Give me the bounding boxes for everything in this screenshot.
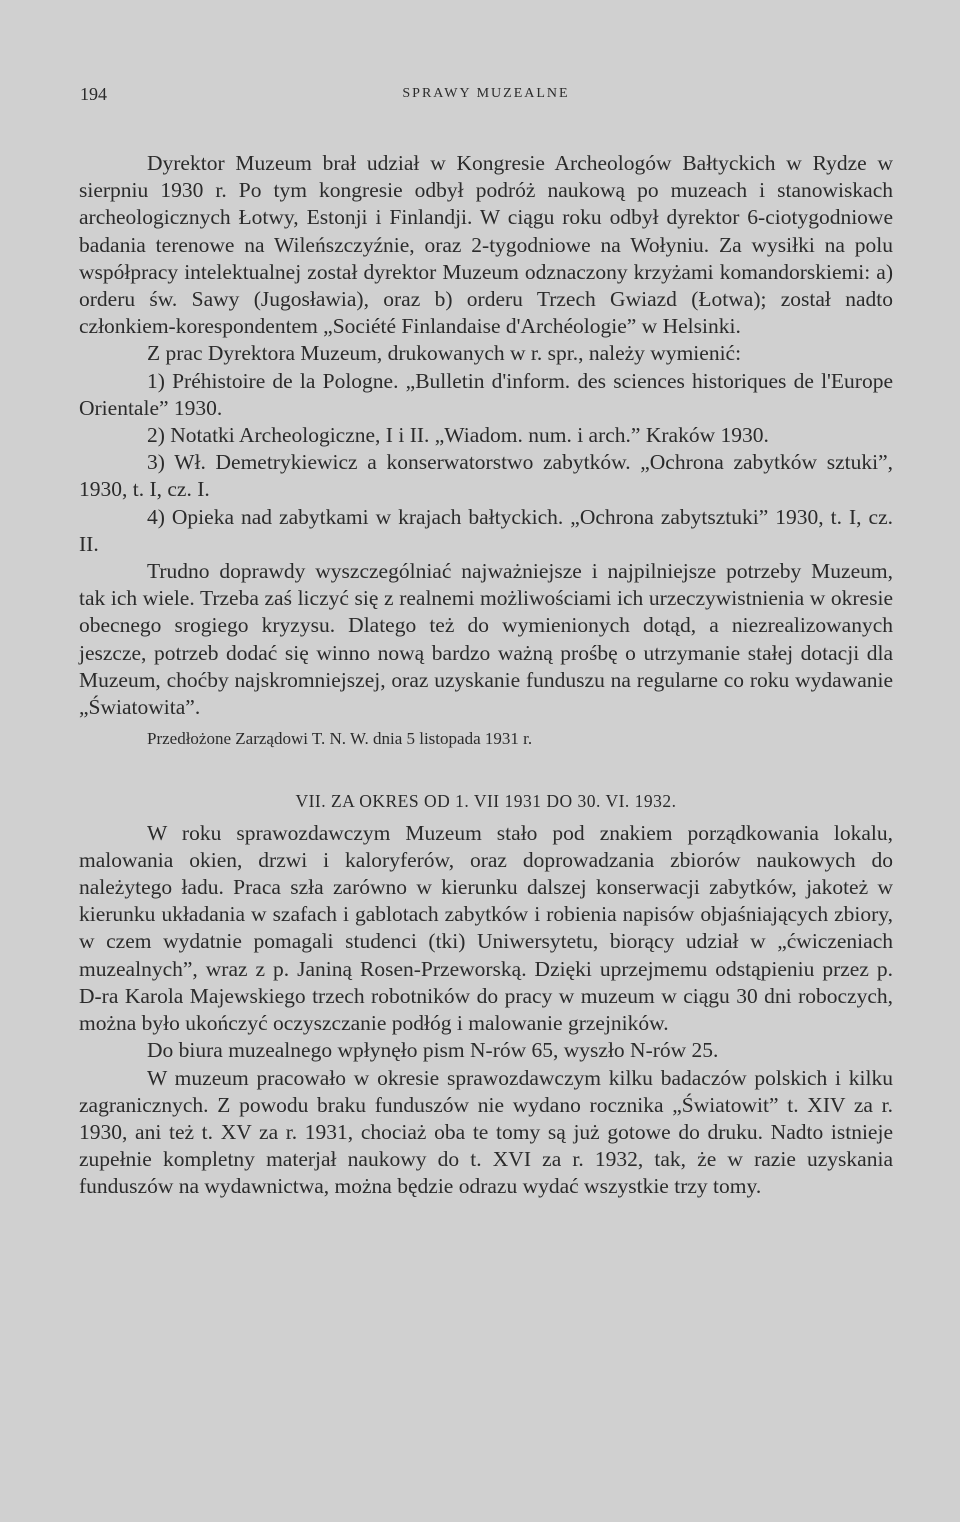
list-item: 3) Wł. Demetrykiewicz a konserwatorstwo zabytków. „Ochrona zabytków sztuki”, 1930, t. I, cz. I. [79,450,893,502]
page-header [80,84,892,110]
paragraph: W muzeum pracowało w okresie sprawozdawczym kilku badaczów polskich i kilku zagranicznych. Z powodu braku funduszów nie wydano rocznika „Światowit” t. XIV za r. 1930, ani też t. XV za r. 1931, chociaż oba te tomy są już gotowe do druku. Nadto istnieje zupełnie kompletny materjał naukowy do t. XVI za r. 1932, tak, że w razie uzyskania funduszów na wydawnictwa, można będzie odrazu wydać wszystkie trzy tomy. [79,1065,893,1199]
section-title: VII. ZA OKRES OD 1. VII 1931 DO 30. VI. 1932. [295,791,677,812]
list-item: 2) Notatki Archeologiczne, I i II. „Wiadom. num. i arch.” Kraków 1930. [147,423,769,448]
paragraph: W roku sprawozdawczym Muzeum stało pod znakiem porządkowania lokalu, malowania okien, drzwi i kaloryferów, oraz doprowadzania zbiorów naukowych do należytego ładu. Praca szła zarówno w kierunku dalszej konserwacji zabytków, jakoteż w kierunku układania w szafach i gablotach zabytków i robienia napisów objaśniających zbiory, w czem wydatnie pomagali studenci (tki) Uniwersytetu, biorący udział w „ćwiczeniach muzealnych”, wraz z p. Janiną Rosen-Przeworską. Dzięki uprzejmemu odstąpieniu przez p. D-ra Karola Majewskiego trzech robotników do pracy w muzeum w ciągu 30 dni roboczych, można było ukończyć oczyszczanie podłóg i malowanie grzejników. [79,820,893,1036]
list-item: 1) Préhistoire de la Pologne. „Bulletin d'inform. des sciences historiques de l'Europe Orientale” 1930. [79,368,893,420]
paragraph: Do biura muzealnego wpłynęło pism N-rów 65, wyszło N-rów 25. [147,1038,719,1063]
document-body [79,150,893,1201]
paragraph: Dyrektor Muzeum brał udział w Kongresie Archeologów Bałtyckich w Rydze w sierpniu 1930 r. Po tym kongresie odbył podróż naukową po muzeach i stanowiskach archeologicznych Łotwy, Estonji i Finlandji. W ciągu roku odbył dyrektor 6-ciotygodniowe badania terenowe na Wileńszczyźnie, oraz 2-tygodniowe na Wołyniu. Za wysiłki na polu współpracy intelektualnej został dyrektor Muzeum odznaczony krzyżami komandorskiemi: a) orderu św. Sawy (Jugosławia), oraz b) orderu Trzech Gwiazd (Łotwa); został nadto członkiem-korespondentem „Société Finlandaise d'Archéologie” w Helsinki. [79,151,893,339]
list-item: 4) Opieka nad zabytkami w krajach bałtyckich. „Ochrona zabytsztuki” 1930, t. I, cz. II. [79,504,893,556]
signature-line: Przedłożone Zarządowi T. N. W. dnia 5 listopada 1931 r. [147,729,533,749]
page-number: 194 [80,84,107,104]
paragraph: Trudno doprawdy wyszczególniać najważniejsze i najpilniejsze potrzeby Muzeum, tak ich wiele. Trzeba zaś liczyć się z realnemi możliwościami ich urzeczywistnienia w okresie obecnego srogiego kryzysu. Dlatego też do wymienionych dotąd, a niezrealizowanych jeszcze, potrzeb dodać się winno nową bardzo ważną prośbę o utrzymanie stałej dotacji dla Muzeum, choćby najskromniejszej, oraz uzyskanie funduszu na regularne co roku wydawanie „Światowita”. [79,559,893,720]
running-title: SPRAWY MUZEALNE [402,86,570,101]
paragraph: Z prac Dyrektora Muzeum, drukowanych w r. spr., należy wymienić: [147,341,742,366]
